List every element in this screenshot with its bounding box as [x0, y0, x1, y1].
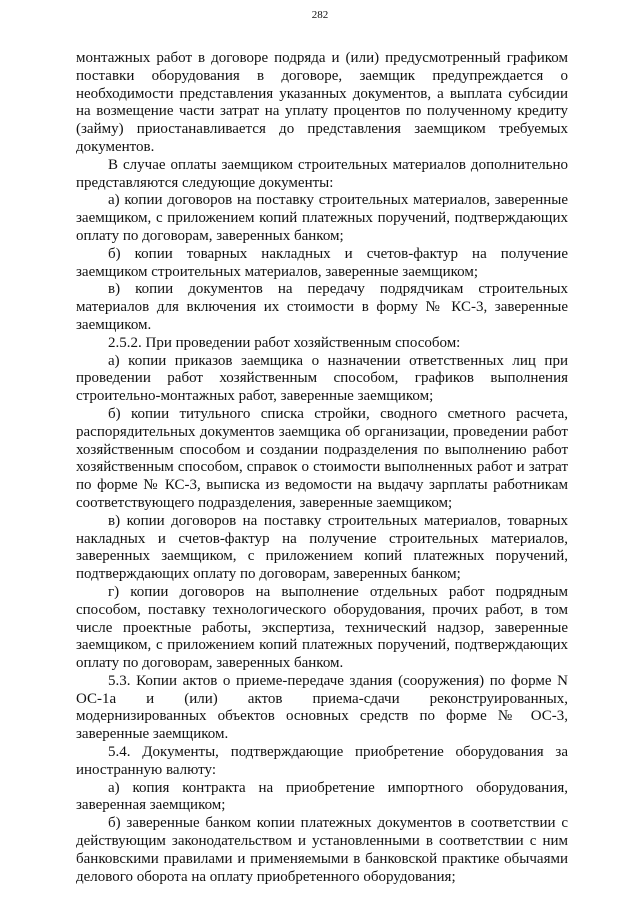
list-item: в) копии документов на передачу подрядчикам строительных материалов для включения их стоимости в форму № КС-3, заверенные заемщиком. — [76, 281, 568, 333]
list-item: г) копии договоров на выполнение отдельных работ подрядным способом, поставку технологического оборудования, прочих работ, в том числе проектные работы, экспертиза, технический надзор, заверенные заемщиком, с приложением копий платежных поручений, подтверждающих оплату по договорам, заверенных банком. — [76, 583, 568, 672]
paragraph: В случае оплаты заемщиком строительных материалов дополнительно представляются следующие документы: — [76, 156, 568, 191]
list-item: б) копии титульного списка стройки, сводного сметного расчета, распорядительных документов заемщика об организации, проведении работ хозяйственным способом и создании подразделения по выполнению работ хозяйственным способом, справок о стоимости выполненных работ и затрат по форме № КС-3, выписка из ведомости на выдачу зарплаты работникам соответствующего подразделения, заверенные заемщиком; — [76, 405, 568, 511]
list-item: а) копии договоров на поставку строительных материалов, заверенные заемщиком, с приложением копий платежных поручений, подтверждающих оплату по договорам, заверенных банком; — [76, 192, 568, 244]
paragraph: 5.4. Документы, подтверждающие приобретение оборудования за иностранную валюту: — [76, 744, 568, 778]
list-item: б) копии товарных накладных и счетов-фактур на получение заемщиком строительных материалов, заверенные заемщиком; — [76, 245, 568, 280]
page-number: 282 — [311, 9, 329, 21]
list-item: в) копии договоров на поставку строительных материалов, товарных накладных и счетов-фактур на получение строительных материалов, заверенных заемщиком, с приложением копий платежных поручений, подтверждающих оплату по договорам, заверенных банком; — [76, 512, 568, 583]
list-item: б) заверенные банком копии платежных документов в соответствии с действующим законодательством и установленными в соответствии с ним банковскими правилами и применяемыми в банковской практике обычаями делового оборота на оплату приобретенного оборудования; — [76, 815, 568, 885]
document-body — [76, 50, 568, 886]
list-item: а) копии приказов заемщика о назначении ответственных лиц при проведении работ хозяйственным способом, графиков выполнения строительно-монтажных работ, заверенные заемщиком; — [76, 352, 568, 405]
paragraph: 5.3. Копии актов о приеме-передаче здания (сооружения) по форме N ОС-1а и (или) актов приема-сдачи реконструированных, модернизированных объектов основных средств по форме № ОС-3, заверенные заемщиком. — [76, 672, 568, 743]
list-item: а) копия контракта на приобретение импортного оборудования, заверенная заемщиком; — [76, 779, 568, 814]
section-heading: 2.5.2. При проведении работ хозяйственным способом: — [108, 334, 461, 351]
paragraph: монтажных работ в договоре подряда и (или) предусмотренный графиком поставки оборудования в договоре, заемщик предупреждается о необходимости представления указанных документов, а выплата субсидии на возмещение части затрат на уплату процентов по полученному кредиту (займу) приостанавливается до представления заемщиком требуемых документов. — [76, 50, 568, 155]
